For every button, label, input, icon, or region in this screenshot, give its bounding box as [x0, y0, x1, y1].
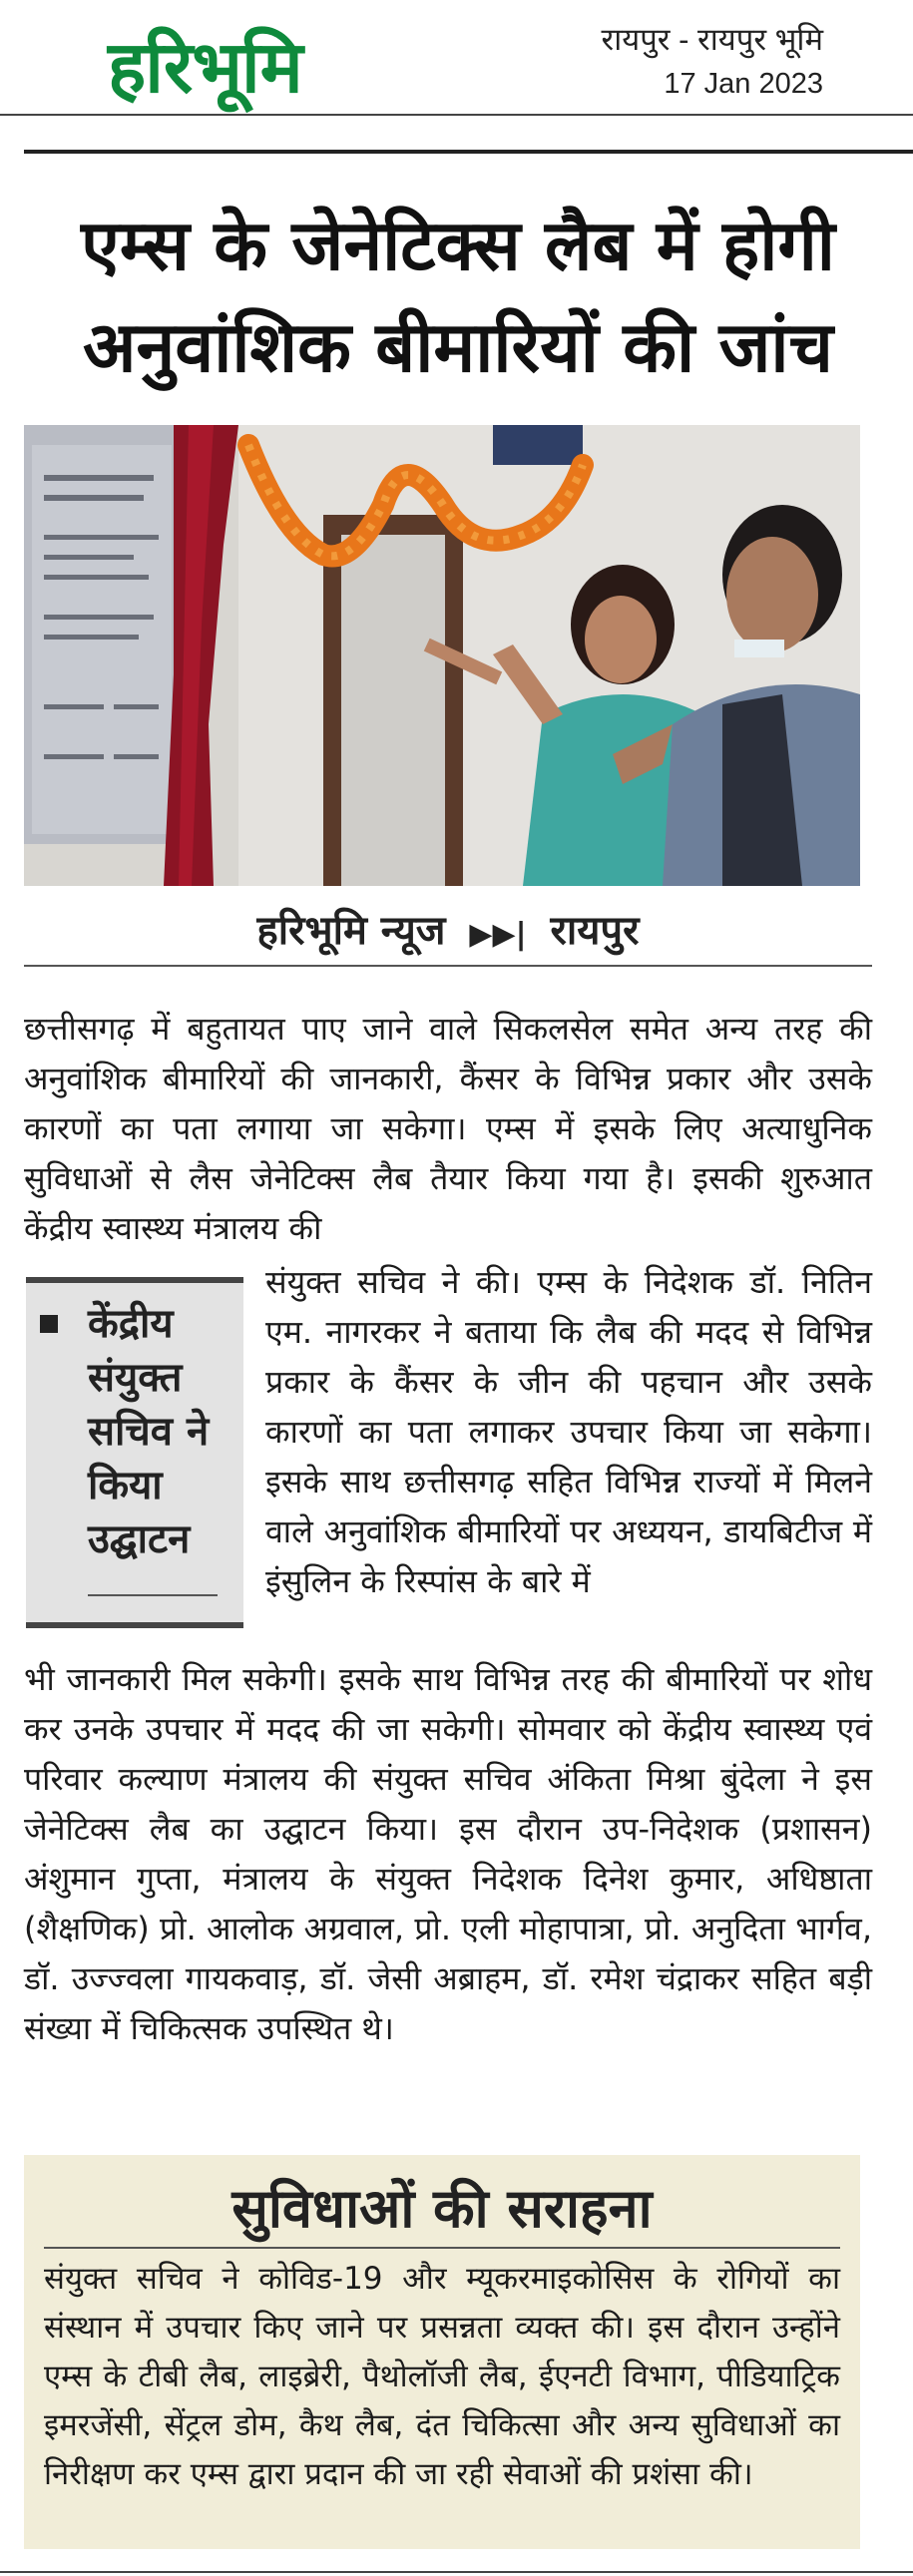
newspaper-logo: हरिभूमि: [108, 25, 302, 109]
publication-date: 17 Jan 2023: [664, 68, 823, 100]
masthead: [0, 0, 913, 118]
article-photo: [24, 425, 860, 886]
pullquote-text: केंद्रीय संयुक्त सचिव ने किया उद्घाटन: [88, 1301, 210, 1562]
article-paragraph-2: संयुक्त सचिव ने की। एम्स के निदेशक डॉ. नितिन एम. नागरकर ने बताया कि लैब की मदद से विभिन्न प्रकार के कैंसर के जीन की पहचान और उसके कारणों का पता लगाकर उपचार किया जा सकेगा। इसके साथ छत्तीसगढ़ सहित विभिन्न राज्यों में मिलने वाले अनुवांशिक बीमारियों पर अध्ययन, डायबिटीज में इंसुलिन के रिस्पांस के बारे में: [265, 1263, 872, 1600]
pullquote-underline: [88, 1594, 218, 1596]
edition-info: [602, 18, 823, 106]
masthead-divider: [0, 114, 913, 116]
byline-source: हरिभूमि न्यूज: [256, 908, 446, 954]
sidebar-box: [24, 2155, 860, 2549]
box-title-rule: [44, 2247, 840, 2249]
inauguration-photo: [24, 425, 860, 886]
article-top-rule: [24, 150, 913, 154]
article-paragraph-1: छत्तीसगढ़ में बहुतायत पाए जाने वाले सिकलसेल समेत अन्य तरह की अनुवांशिक बीमारियों की जानकारी, कैंसर के विभिन्न प्रकार और उसके कारणों का पता लगाया जा सकेगा। एम्स में इसके लिए अत्याधुनिक सुविधाओं से लैस जेनेटिक्स लैब तैयार किया गया है। इसकी शुरुआत केंद्रीय स्वास्थ्य मंत्रालय की: [24, 1010, 872, 1247]
byline-city: रायपुर: [550, 908, 640, 954]
box-text: संयुक्त सचिव ने कोविड-19 और म्यूकरमाइकोसिस के रोगियों का संस्थान में उपचार किए जाने पर प्रसन्नता व्यक्त की। इस दौरान उन्होंने एम्स के टीबी लैब, लाइब्रेरी, पैथोलॉजी लैब, ईएनटी विभाग, पीडियाट्रिक इमरजेंसी, सेंट्रल डोम, कैथ लैब, दंत चिकित्सा और अन्य सुविधाओं का निरीक्षण कर एम्स द्वारा प्रदान की जा रही सेवाओं की प्रशंसा की।: [44, 2261, 840, 2492]
article-headline: एम्स के जेनेटिक्स लैब में होगी अनुवांशिक बीमारियों की जांच: [81, 205, 835, 388]
article-byline: [24, 901, 872, 956]
pullquote-box: [26, 1277, 243, 1628]
byline-rule: [24, 965, 872, 967]
pullquote-bullet: [40, 1315, 58, 1333]
byline-arrows: ▶▶|: [469, 917, 527, 952]
box-title: सुविधाओं की सराहना: [231, 2177, 653, 2240]
edition-name: रायपुर - रायपुर भूमि: [601, 22, 823, 57]
article-paragraph-3: भी जानकारी मिल सकेगी। इसके साथ विभिन्न तरह की बीमारियों पर शोध कर उनके उपचार में मदद की जा सकेगी। सोमवार को केंद्रीय स्वास्थ्य एवं परिवार कल्याण मंत्रालय की संयुक्त सचिव अंकिता मिश्रा बुंदेला ने इस जेनेटिक्स लैब का उद्घाटन किया। इस दौरान उप-निदेशक (प्रशासन) अंशुमान गुप्ता, मंत्रालय के संयुक्त निदेशक दिनेश कुमार, अधिष्ठाता (शैक्षणिक) प्रो. आलोक अग्रवाल, प्रो. एली मोहापात्रा, प्रो. अनुदिता भार्गव, डॉ. उज्ज्वला गायकवाड़, डॉ. जेसी अब्राहम, डॉ. रमेश चंद्राकर सहित बड़ी संख्या में चिकित्सक उपस्थित थे।: [24, 1660, 872, 2047]
page-bottom-rule: [0, 2571, 913, 2573]
